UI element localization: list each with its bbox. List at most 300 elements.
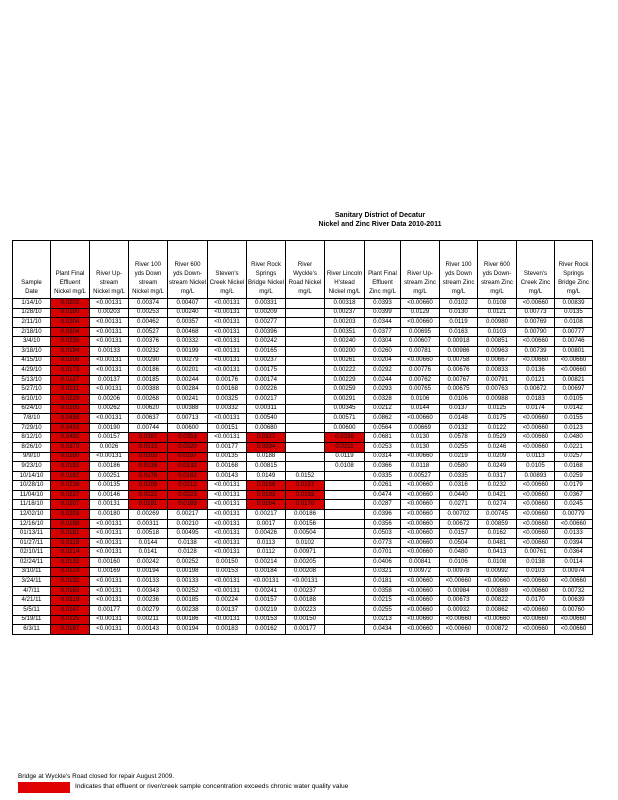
table-cell: 8/12/10 [13,433,51,443]
table-cell [286,414,325,424]
table-cell: 0.00160 [90,558,129,568]
table-cell: 0.0132 [51,577,90,587]
table-cell: 0.00237 [247,356,286,366]
table-cell: 0.0141 [129,548,168,558]
table-cell: 0.0123 [555,423,593,433]
table-cell: 0.0132 [168,462,208,472]
table-cell: 0.00672 [517,385,555,395]
table-cell: 0.0129 [401,308,440,318]
table-cell: 0.00745 [478,510,517,520]
table-cell: 0.00345 [325,404,365,414]
table-cell: 11/18/10 [13,500,51,510]
table-cell: 0.00205 [286,558,325,568]
table-cell: 0.00972 [401,567,440,577]
table-cell: <0.00131 [208,548,247,558]
table-cell: 0.0209 [478,452,517,462]
table-row [13,452,593,462]
table-cell: <0.00131 [90,548,129,558]
table-cell: 0.0366 [365,462,401,472]
table-cell: 0.0212 [168,481,208,491]
table-cell: 0.00133 [90,346,129,356]
table-cell: 0.00241 [168,394,208,404]
table-cell: <0.00660 [517,538,555,548]
table-cell: 0.0255 [365,606,401,616]
table-cell: 0.0202 [51,299,90,309]
table-cell: 0.00223 [286,606,325,616]
table-cell: 0.0204 [365,356,401,366]
table-cell: 0.0321 [365,567,401,577]
table-cell: 0.0103 [517,567,555,577]
table-cell: 0.00291 [325,394,365,404]
table-cell: 0.00268 [129,394,168,404]
table-cell: 0.0121 [517,375,555,385]
table-cell: 7/29/10 [13,423,51,433]
table-row [13,385,593,395]
table-cell: 0.00667 [478,356,517,366]
table-row [13,327,593,337]
table-cell: 0.00988 [478,394,517,404]
table-cell [325,577,365,587]
table-cell: 0.0367 [555,490,593,500]
table-cell: 0.00244 [168,375,208,385]
table-cell: 0.0356 [365,519,401,529]
table-cell: 0.00672 [440,519,478,529]
table-cell: <0.00660 [401,481,440,491]
table-cell: 0.00240 [325,337,365,347]
table-cell: 0.00165 [247,346,286,356]
table-cell: 0.00739 [517,346,555,356]
table-cell: 0.00186 [168,615,208,625]
table-cell: 0.0564 [365,423,401,433]
table-cell: <0.00660 [517,625,555,635]
table-cell: 0.0170 [286,500,325,510]
table-cell: <0.00660 [517,577,555,587]
table-cell: 0.0105 [517,462,555,472]
table-cell: 0.0255 [440,442,478,452]
table-cell [286,356,325,366]
table-cell: 0.00137 [208,606,247,616]
table-cell: 0.0292 [365,366,401,376]
table-cell: <0.00660 [517,490,555,500]
table-cell: 02/10/11 [13,548,51,558]
table-cell [325,500,365,510]
table-cell: <0.00660 [555,356,593,366]
table-cell: 9/9/10 [13,452,51,462]
column-header: Steven's Creek Nickel mg/L [208,241,247,299]
table-cell: <0.00660 [517,356,555,366]
table-cell: 0.00318 [325,299,365,309]
table-cell: 0.0119 [440,318,478,328]
table-cell: 6/10/10 [13,394,51,404]
table-cell: 0.0421 [478,490,517,500]
table-cell: 0.00762 [401,375,440,385]
table-cell: 0.00185 [168,596,208,606]
table-cell: 0.00669 [401,423,440,433]
table-cell: 0.00252 [168,586,208,596]
table-cell: 0.0132 [51,558,90,568]
table-row [13,567,593,577]
table-cell: 0.00162 [247,625,286,635]
table-cell: 0.00177 [208,442,247,452]
table-row [13,366,593,376]
table-cell [325,471,365,481]
table-cell: 0.00468 [168,327,208,337]
table-cell: 0.00177 [286,625,325,635]
table-cell [286,337,325,347]
table-cell: 3/24/11 [13,577,51,587]
table-row [13,577,593,587]
table-cell: <0.00131 [90,414,129,424]
table-cell: 0.00713 [168,414,208,424]
table-cell: 3/18/10 [13,346,51,356]
table-cell: <0.00660 [401,586,440,596]
table-cell [325,567,365,577]
table-cell: 0.00769 [517,318,555,328]
table-cell: 0.0122 [478,423,517,433]
table-cell: 5/13/10 [13,375,51,385]
table-cell: <0.00131 [208,510,247,520]
table-cell: 3/4/10 [13,337,51,347]
table-cell: 10/14/10 [13,471,51,481]
table-cell: 0.0187 [51,625,90,635]
table-cell: 0.00279 [168,356,208,366]
table-cell [325,529,365,539]
table-cell: <0.00660 [555,625,593,635]
table-cell: 0.00150 [208,558,247,568]
table-cell: 0.00203 [90,308,129,318]
table-cell: 0.0204 [51,318,90,328]
table-cell: 0.0214 [51,548,90,558]
table-cell: 0.0317 [478,471,517,481]
table-cell: 0.00407 [168,299,208,309]
table-cell: 0.0211 [325,442,365,452]
column-header: River 600 yds Down-stream Nickel mg/L [168,241,208,299]
table-cell: 0.00332 [208,404,247,414]
table-cell: 0.0102 [286,538,325,548]
table-cell: <0.00660 [440,577,478,587]
table-cell: 0.0474 [365,490,401,500]
table-cell: <0.00131 [208,481,247,491]
table-cell: 0.0327 [247,433,286,443]
table-cell: <0.00660 [517,299,555,309]
table-cell: <0.00660 [401,596,440,606]
table-cell: 0.0370 [51,442,90,452]
table-cell: 0.00236 [129,596,168,606]
table-cell: 0.00518 [129,529,168,539]
table-cell: 0.00760 [555,606,593,616]
table-row [13,548,593,558]
table-cell: <0.00131 [286,577,325,587]
table-cell: 0.00214 [247,558,286,568]
table-cell: 0.00135 [208,452,247,462]
table-cell: 0.00862 [478,606,517,616]
table-cell: 0.0211 [51,385,90,395]
table-cell: 0.00607 [401,337,440,347]
table-cell: 0.00893 [517,471,555,481]
table-cell: 0.00174 [247,375,286,385]
table-cell [286,385,325,395]
table-cell: 0.00180 [90,510,129,520]
table-cell: 0.0406 [365,558,401,568]
table-cell [325,606,365,616]
table-row [13,375,593,385]
table-cell: 0.00815 [247,462,286,472]
table-cell: 0.00821 [555,375,593,385]
table-cell: 0.0017 [247,519,286,529]
column-header: River Up-stream Nickel mg/L [90,241,129,299]
table-cell: 0.0144 [129,538,168,548]
table-row [13,318,593,328]
table-cell: <0.00660 [401,452,440,462]
table-cell: 4/29/10 [13,366,51,376]
table-cell: 0.0209 [129,481,168,491]
table-cell [286,452,325,462]
table-row [13,404,593,414]
table-row [13,471,593,481]
table-cell: <0.00660 [440,615,478,625]
table-cell: 0.0136 [129,462,168,472]
table-cell: 0.00571 [325,414,365,424]
table-cell: 0.0193 [247,490,286,500]
table-cell: <0.00660 [401,318,440,328]
column-header: River 100 yds Down stream Nickel mg/L [129,241,168,299]
table-cell: 0.0244 [365,375,401,385]
table-row [13,538,593,548]
table-cell: 0.0213 [365,615,401,625]
data-table [12,240,593,635]
table-cell [325,510,365,520]
table-cell: <0.00660 [401,625,440,635]
table-cell: 0.0163 [51,586,90,596]
table-cell: 0.00201 [168,366,208,376]
table-cell: 0.00746 [555,337,593,347]
table-cell [286,327,325,337]
table-cell: 0.00932 [440,606,478,616]
table-cell [325,548,365,558]
table-cell: 0.00777 [555,327,593,337]
table-cell: 3/10/11 [13,567,51,577]
table-cell: <0.00660 [401,577,440,587]
table-row [13,346,593,356]
table-cell: 0.00137 [90,375,129,385]
table-cell: 0.0316 [440,481,478,491]
table-cell: 0.00971 [286,548,325,558]
table-cell: 0.00190 [90,423,129,433]
table-cell: 9/23/10 [13,462,51,472]
table-cell: 0.0492 [51,433,90,443]
table-cell: 0.0293 [365,385,401,395]
table-row [13,586,593,596]
table-cell: <0.00131 [90,452,129,462]
table-cell: <0.00131 [208,500,247,510]
table-cell: 0.00237 [286,586,325,596]
table-row [13,519,593,529]
table-cell: 0.0215 [365,596,401,606]
table-cell [325,558,365,568]
table-cell: 0.00732 [555,586,593,596]
table-cell: <0.00131 [90,625,129,635]
table-cell: 0.0142 [555,404,593,414]
table-cell: <0.00131 [208,490,247,500]
table-cell: 12/16/10 [13,519,51,529]
table-cell: <0.00660 [517,615,555,625]
table-cell: 0.00224 [208,596,247,606]
table-cell: <0.00131 [208,538,247,548]
table-cell: <0.00131 [208,308,247,318]
table-cell: 0.0108 [325,462,365,472]
table-cell: 5/19/11 [13,615,51,625]
table-cell: <0.00131 [90,529,129,539]
table-cell: 0.0102 [440,299,478,309]
table-cell: 0.0203 [129,452,168,462]
table-cell: 0.00262 [90,404,129,414]
table-cell: 0.00219 [247,606,286,616]
page-subtitle: Nickel and Zinc River Data 2010-2011 [318,221,442,228]
table-cell: 0.00637 [129,414,168,424]
table-cell: <0.00660 [440,625,478,635]
table-cell: <0.00660 [401,500,440,510]
table-cell: 0.00199 [168,346,208,356]
table-cell: 0.00695 [401,327,440,337]
table-cell: 0.0681 [365,433,401,443]
table-cell: 0.00200 [325,346,365,356]
table-cell: 0.0125 [478,404,517,414]
table-cell: <0.00131 [90,596,129,606]
table-cell: 0.00186 [286,510,325,520]
table-cell: 0.00194 [168,625,208,635]
table-row [13,490,593,500]
table-cell: <0.00660 [517,442,555,452]
table-cell: 0.0433 [51,423,90,433]
table-cell: 0.0193 [286,490,325,500]
table-cell: <0.00131 [208,299,247,309]
table-cell: 0.0440 [440,490,478,500]
table-cell [325,586,365,596]
table-cell: <0.00131 [90,615,129,625]
table-cell: 0.00426 [247,529,286,539]
table-cell: 0.0229 [51,394,90,404]
table-cell [286,299,325,309]
table-cell: 0.0314 [365,452,401,462]
table-cell: 0.0112 [247,548,286,558]
table-cell: 0.00143 [129,625,168,635]
table-cell: 0.00153 [247,615,286,625]
table-cell: 0.00311 [129,519,168,529]
table-cell: 0.0862 [365,414,401,424]
table-cell: <0.00131 [90,337,129,347]
table-cell: 0.0173 [51,366,90,376]
table-cell: <0.00131 [90,366,129,376]
table-cell: 0.00600 [168,423,208,433]
table-cell: 0.00986 [440,346,478,356]
table-cell: 5/27/10 [13,385,51,395]
table-cell: 0.00351 [325,327,365,337]
table-cell: 0.0260 [365,346,401,356]
table-cell: 0.00620 [129,404,168,414]
table-cell: 0.00744 [129,423,168,433]
table-cell: 0.0137 [440,404,478,414]
table-cell: 0.0103 [478,327,517,337]
table-cell: 0.0136 [517,366,555,376]
table-cell: 0.00157 [247,596,286,606]
table-cell: 01/27/11 [13,538,51,548]
table-cell: 0.0144 [401,404,440,414]
table-cell: <0.00131 [208,615,247,625]
table-cell: 0.00781 [401,346,440,356]
table-cell: 0.0529 [478,433,517,443]
table-cell: 0.0125 [51,615,90,625]
table-cell: 0.0335 [365,471,401,481]
table-cell: <0.00131 [90,327,129,337]
table-cell: 0.0147 [51,606,90,616]
table-cell: 0.0152 [286,471,325,481]
table-cell: 2/11/10 [13,318,51,328]
table-cell: 0.0026 [90,442,129,452]
table-cell: 0.00702 [440,510,478,520]
table-cell: 0.00240 [168,308,208,318]
table-cell: <0.00660 [517,586,555,596]
table-cell: 0.00540 [247,414,286,424]
table-cell: 0.00251 [90,471,129,481]
table-cell: 0.0238 [51,481,90,491]
table-cell: 0.0257 [555,452,593,462]
table-row [13,481,593,491]
table-cell: 0.00639 [555,596,593,606]
table-cell: <0.00131 [208,586,247,596]
table-cell: 0.00186 [90,462,129,472]
table-cell: 0.0106 [440,558,478,568]
table-cell: 0.0149 [247,471,286,481]
table-row [13,615,593,625]
table-cell: 0.0130 [440,308,478,318]
table-cell: 0.0246 [478,442,517,452]
table-cell [286,346,325,356]
table-cell: 0.00343 [129,586,168,596]
table-cell: <0.00131 [208,519,247,529]
table-cell: 0.00396 [247,327,286,337]
table-cell [325,615,365,625]
table-cell: 0.00269 [129,510,168,520]
table-cell: 0.0155 [555,414,593,424]
table-cell: 0.0205 [51,404,90,414]
table-cell: 0.00851 [478,337,517,347]
table-cell: 0.0235 [51,337,90,347]
table-cell: 0.00203 [325,318,365,328]
column-header: Plant Final Effluent Zinc mg/L [365,241,401,299]
table-cell: 0.00143 [208,471,247,481]
table-cell: 8/26/10 [13,442,51,452]
table-cell: <0.00660 [401,606,440,616]
table-cell: 0.00776 [401,366,440,376]
table-cell: 0.00241 [247,586,286,596]
table-cell: 0.0294 [247,442,286,452]
table-cell: 5/5/11 [13,606,51,616]
table-cell: 0.00156 [286,519,325,529]
table-cell: 0.0245 [555,500,593,510]
table-cell: 7/8/10 [13,414,51,424]
table-cell: 0.00146 [90,490,129,500]
table-cell: 0.00151 [208,423,247,433]
table-cell: 0.0175 [478,414,517,424]
table-row [13,337,593,347]
column-header: Steven's Creek Zinc mg/L [517,241,555,299]
table-row [13,423,593,433]
table-cell: 0.00135 [90,481,129,491]
table-row [13,510,593,520]
table-cell: <0.00660 [401,510,440,520]
table-cell: 0.0580 [440,462,478,472]
table-cell: 0.0271 [440,500,478,510]
